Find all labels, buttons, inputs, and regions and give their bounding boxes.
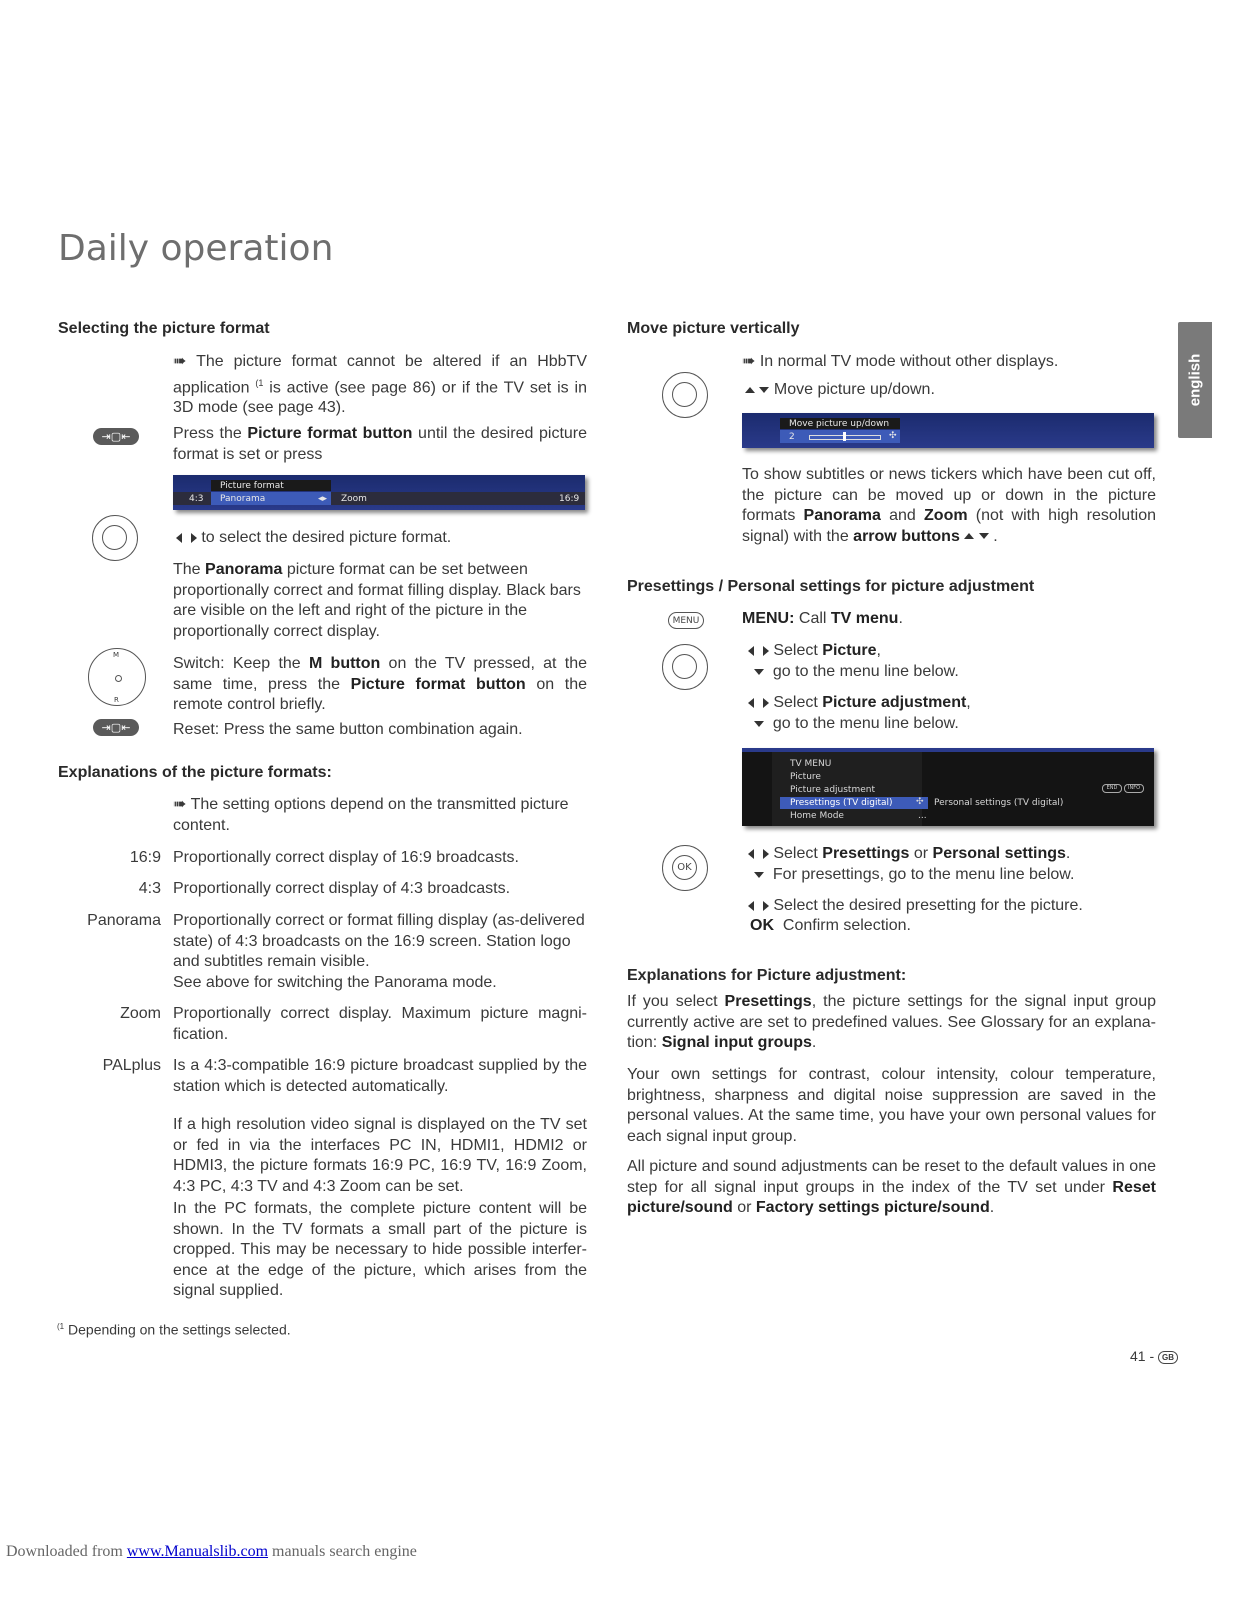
- down-arrow-icon: [759, 387, 769, 393]
- move-picture-osd: [742, 413, 1154, 448]
- menu-line-presettings: Presettings (TV digital): [790, 798, 893, 808]
- end-button-icon: END: [1102, 784, 1122, 793]
- select-adjustment-text: Select Picture adjustment,: [748, 693, 971, 714]
- left-arrow-icon: [748, 646, 754, 656]
- osd-left-option: 4:3: [189, 494, 204, 504]
- ok-label: OK: [672, 855, 697, 880]
- osd-selected-option: Panorama: [220, 494, 266, 504]
- go-below-text: go to the menu line below.: [754, 662, 959, 683]
- down-arrow-icon: [754, 721, 764, 727]
- download-footer: Downloaded from www.Manualslib.com manuals search engine: [6, 1543, 417, 1560]
- select-presettings-text: Select Presettings or Personal settings.: [748, 844, 1070, 865]
- down-arrow-icon: [754, 669, 764, 675]
- osd-value: 2: [789, 432, 795, 442]
- presettings-paragraph: If you select Presettings, the picture settings for the signal input group currently active are set to predefined values. See Glossary for an explana-tion: Signal input groups.: [627, 993, 1157, 1051]
- format-label: Panorama: [87, 912, 161, 929]
- press-instruction: Press the Picture format button until the desired picture format is set or press: [173, 425, 588, 463]
- tv-menu-osd: [742, 748, 1154, 826]
- left-arrow-icon: [748, 901, 754, 911]
- osd-slider-thumb: [843, 432, 846, 441]
- manualslib-link[interactable]: www.Manualslib.com: [126, 1543, 269, 1560]
- menu-line-home-value: ...: [918, 811, 927, 821]
- section-heading-picture-format: Selecting the picture format: [58, 320, 270, 337]
- section-heading-explanations: Explanations of the picture formats:: [58, 764, 332, 781]
- ok-pad-icon: [662, 845, 708, 891]
- up-arrow-icon: [745, 387, 755, 393]
- picture-format-button-icon: ⇥▢⇤: [93, 428, 139, 445]
- section-heading-adjustment: Explanations for Picture adjustment:: [627, 967, 907, 984]
- osd-arrows-icon: ✣: [889, 431, 897, 441]
- left-arrow-icon: [176, 533, 182, 543]
- format-label: 16:9: [129, 849, 161, 866]
- go-below-text: For presettings, go to the menu line below.: [754, 865, 1074, 886]
- section-heading-presettings: Presettings / Personal settings for picture adjustment: [627, 578, 1035, 595]
- footnote: $^{(1}$ Depending on the settings selected.: [57, 1321, 291, 1338]
- panorama-paragraph: The Panorama picture format can be set between proportionally correct and format filling display. Black bars are visible on the left and right of the picture in the proportionally correct display.: [173, 561, 581, 640]
- menu-line-adjustment: Picture adjustment: [790, 785, 875, 795]
- format-desc: Proportionally correct display of 16:9 broadcasts.: [173, 849, 519, 866]
- note-arrow-icon: ➠: [173, 353, 187, 370]
- osd-header: Picture format: [220, 481, 284, 491]
- reset-text: Reset: Press the same button combination again.: [173, 721, 523, 738]
- go-below-text: go to the menu line below.: [754, 714, 959, 735]
- tv-control-ring-icon: M R: [88, 648, 146, 706]
- reset-paragraph: All picture and sound adjustments can be reset to the default values in one step for all signal input groups in the index of the TV set under Reset picture/sound or Factory settings picture/sound.: [627, 1158, 1156, 1216]
- select-desired-text: Select the desired presetting for the picture.: [748, 896, 1083, 917]
- up-arrow-icon: [964, 533, 974, 539]
- menu-line-home-mode: Home Mode: [790, 811, 844, 821]
- right-arrow-icon: [763, 901, 769, 911]
- note-normal-mode: ➠ In normal TV mode without other displays.: [742, 353, 1059, 370]
- picture-format-button-icon-2: ⇥▢⇤: [93, 719, 139, 736]
- section-heading-move-vertically: Move picture vertically: [627, 320, 800, 337]
- menu-line-title: TV MENU: [790, 759, 832, 769]
- personal-paragraph: Your own settings for contrast, colour intensity, colour temperature, brightness, sharpness and digital noise suppression are saved in the personal values. At the same time, you have your own personal values for each signal input group.: [627, 1066, 1156, 1145]
- format-label: 4:3: [138, 880, 161, 897]
- left-arrow-icon: [748, 849, 754, 859]
- move-instruction: Move picture up/down.: [745, 380, 935, 401]
- right-arrow-icon: [763, 646, 769, 656]
- picture-format-osd: [173, 475, 585, 510]
- right-arrow-icon: [763, 849, 769, 859]
- note-arrow-icon: ➠: [173, 796, 187, 813]
- osd-middle-option: Zoom: [341, 494, 367, 504]
- navigation-pad-icon: [662, 644, 708, 690]
- menu-line-picture: Picture: [790, 772, 821, 782]
- format-desc: Proportionally correct display of 4:3 broadcasts.: [173, 880, 511, 897]
- high-resolution-paragraph: If a high resolution video signal is displayed on the TV set or fed in via the interfaces PC IN, HDMI1, HDMI2 or HDMI3, the picture formats 16:9 PC, 16:9 TV, 16:9 Zoom, 4:3 PC, 4:3 TV and 4:3 Zoom can be set.: [173, 1116, 587, 1195]
- osd-header: Move picture up/down: [789, 419, 890, 429]
- navigation-pad-icon: [662, 372, 708, 418]
- down-arrow-icon: [754, 872, 764, 878]
- navigation-pad-icon: [92, 515, 138, 561]
- format-desc: Is a 4:3-compatible 16:9 picture broadcast supplied by the station which is detected automatically.: [173, 1057, 587, 1095]
- pc-formats-paragraph: In the PC formats, the complete picture content will be shown. In the TV formats a small part of the picture is cropped. This may be necessary to hide possible interfer-ence at the edge of the picture, which arises from the signal supplied.: [173, 1200, 587, 1299]
- select-picture-text: Select Picture,: [748, 641, 881, 662]
- switch-paragraph: Switch: Keep the M button on the TV pressed, at the same time, press the Picture format button on the remote control briefly.: [173, 655, 587, 713]
- ok-confirm-text: OK Confirm selection.: [750, 917, 911, 934]
- move-paragraph: To show subtitles or news tickers which have been cut off, the picture can be moved up or down in the picture formats Panorama and Zoom (not with high resolution signal) with the arrow buttons .: [742, 466, 1156, 545]
- language-tab-label: english: [1186, 353, 1204, 407]
- format-desc: Proportionally correct display. Maximum picture magni-fication.: [173, 1005, 587, 1043]
- note-hbbtv: ➠ The picture format cannot be altered if an HbbTV application $^{(1}$ is active (see page 86) or if the TV set is in 3D mode (see page 43).: [173, 353, 587, 417]
- format-desc: Proportionally correct or format filling display (as-delivered state) of 4:3 broadcasts on the 16:9 screen. Station logo and subtitles remain visible. See above for switching the Panorama mode.: [173, 912, 585, 991]
- select-format-text: to select the desired picture format.: [176, 528, 451, 549]
- osd-arrows-icon: ◂▸: [318, 494, 328, 504]
- note-transmitted-content: ➠ The setting options depend on the transmitted picture content.: [173, 796, 569, 834]
- menu-button-icon: MENU: [668, 612, 704, 629]
- osd-right-option: 16:9: [559, 494, 580, 504]
- down-arrow-icon: [979, 533, 989, 539]
- right-arrow-icon: [191, 533, 197, 543]
- note-arrow-icon: ➠: [742, 353, 756, 370]
- gb-badge-icon: GB: [1158, 1351, 1178, 1364]
- menu-line-personal: Personal settings (TV digital): [934, 798, 1064, 808]
- info-button-icon: INFO: [1124, 784, 1144, 793]
- right-arrow-icon: [763, 698, 769, 708]
- menu-instruction: MENU: Call TV menu.: [742, 610, 903, 627]
- page-number: 41 - GB: [1130, 1346, 1178, 1367]
- format-label: Zoom: [120, 1005, 161, 1022]
- left-arrow-icon: [748, 698, 754, 708]
- page-title: Daily operation: [58, 228, 334, 269]
- menu-arrows-icon: ✣: [916, 797, 924, 807]
- language-tab: [1178, 322, 1212, 438]
- format-label: PALplus: [102, 1057, 161, 1074]
